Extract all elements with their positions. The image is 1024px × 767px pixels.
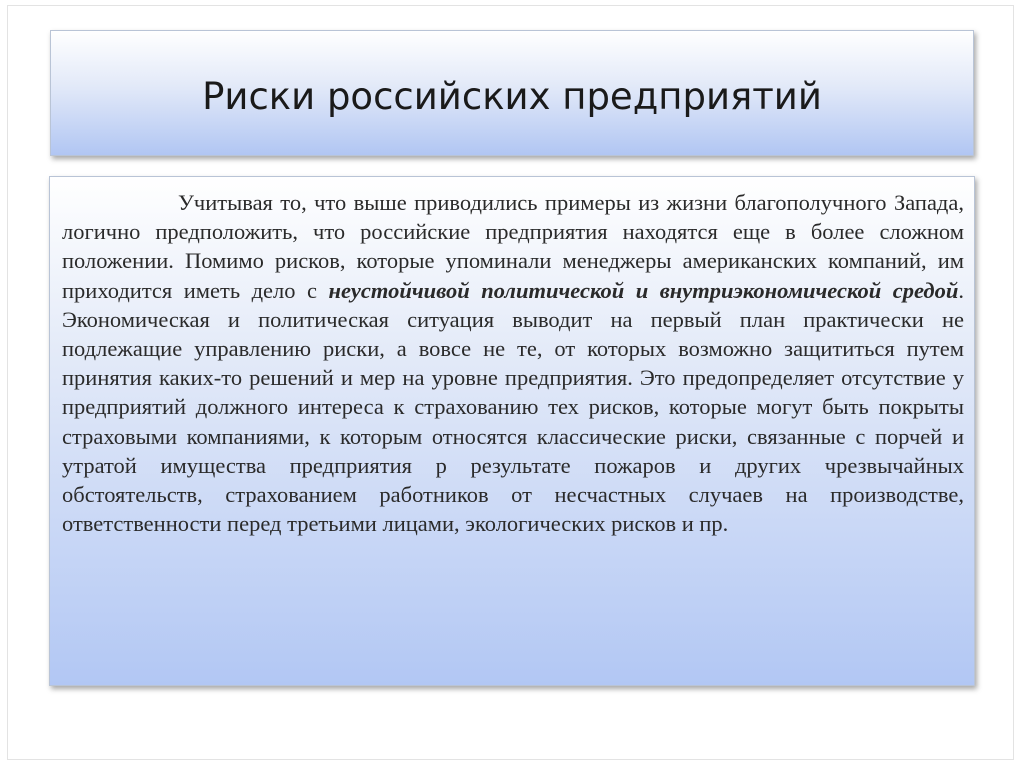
body-text-part2: . Экономическая и политическая ситуация выводит на первый план практически не подлежащие управлению риски, а вовсе не те, от которых возможно защититься путем принятия каких-то решений и мер на уровне предприятия. Это предопределяет отсутствие у предприятий должного интереса к страхованию тех рисков, которые могут быть покрыты страховыми компаниями, к которым относятся классические риски, связанные с порчей и утратой имущества предприятия р результате пожаров и других чрезвычайных обстоятельств, страхованием работников от несчастных случаев на производстве, ответственности перед третьими лицами, экологических рисков и пр. [62,277,964,537]
title-placeholder [50,30,974,156]
body-paragraph [62,188,964,538]
content-placeholder [49,176,975,686]
slide-title: Риски российских предприятий [202,74,822,118]
body-text-part1: Учитывая то, что выше приводились примеры из жизни благополучного Запада, логично предположить, что российские предприятия находятся еще в более сложном положении. Помимо рисков, которые упоминали менеджеры американских компаний, им приходится иметь дело с [62,190,964,303]
body-emphasis: неустойчивой политической и внутриэкономической средой [328,277,959,303]
